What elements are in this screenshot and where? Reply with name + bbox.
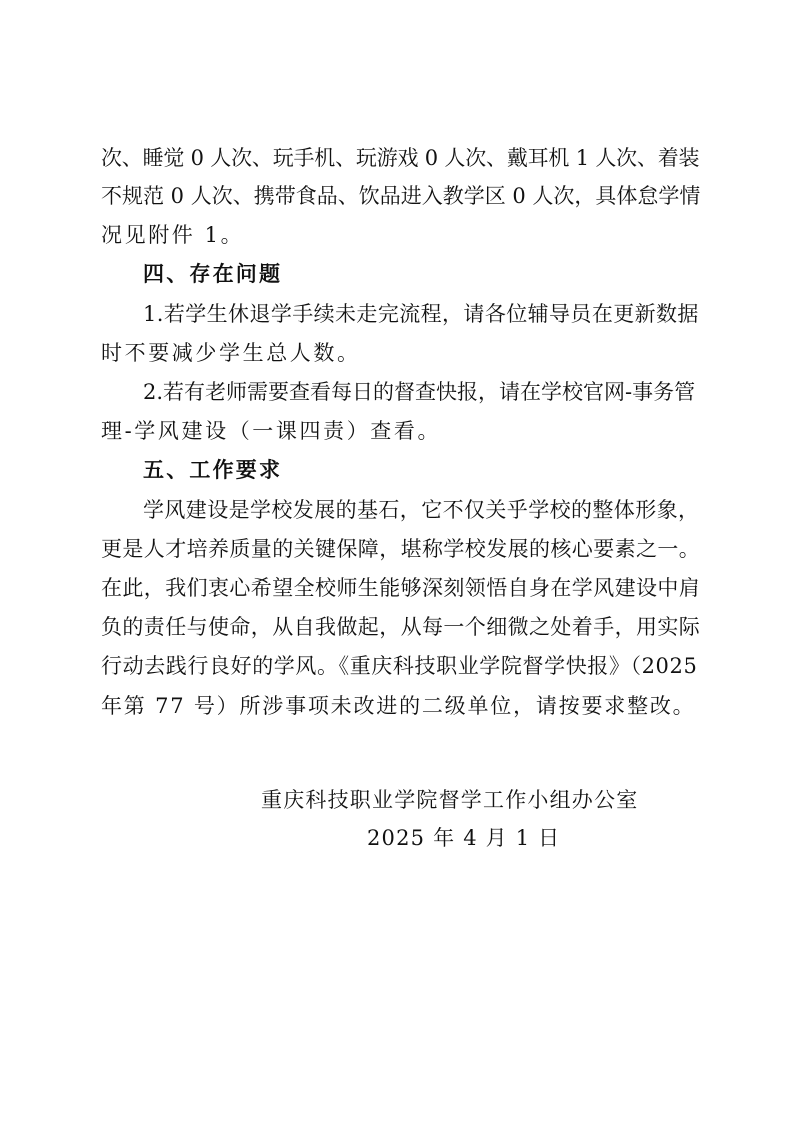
body-line: 时不要减少学生总人数。 [101,341,361,365]
body-line: 在此，我们衷心希望全校师生能够深刻领悟自身在学风建设中肩 [101,576,701,600]
body-line: 1.若学生休退学手续未走完流程，请各位辅导员在更新数据 [143,302,699,326]
body-line: 更是人才培养质量的关键保障，堪称学校发展的核心要素之一。 [101,537,701,561]
body-line: 次、睡觉 0 人次、玩手机、玩游戏 0 人次、戴耳机 1 人次、着装 [101,146,700,170]
body-line: 不规范 0 人次、携带食品、饮品进入教学区 0 人次，具体怠学情 [101,184,701,208]
body-line: 行动去践行良好的学风。《重庆科技职业学院督学快报》（2025 [101,654,698,678]
body-line: 理-学风建设（一课四责）查看。 [101,419,442,443]
signature-office: 重庆科技职业学院督学工作小组办公室 [261,788,639,812]
body-line: 负的责任与使命，从自我做起，从每一个细微之处着手，用实际 [101,615,701,639]
section-heading-issues: 四、存在问题 [143,261,283,286]
body-line: 年第 77 号）所涉事项未改进的二级单位，请按要求整改。 [101,694,696,718]
body-line: 学风建设是学校发展的基石，它不仅关乎学校的整体形象， [143,498,700,522]
body-line: 2.若有老师需要查看每日的督查快报，请在学校官网-事务管 [143,380,696,404]
signature-date: 2025 年 4 月 1 日 [367,826,561,850]
body-line: 况见附件 1。 [101,223,245,247]
section-heading-requirements: 五、工作要求 [143,457,283,482]
